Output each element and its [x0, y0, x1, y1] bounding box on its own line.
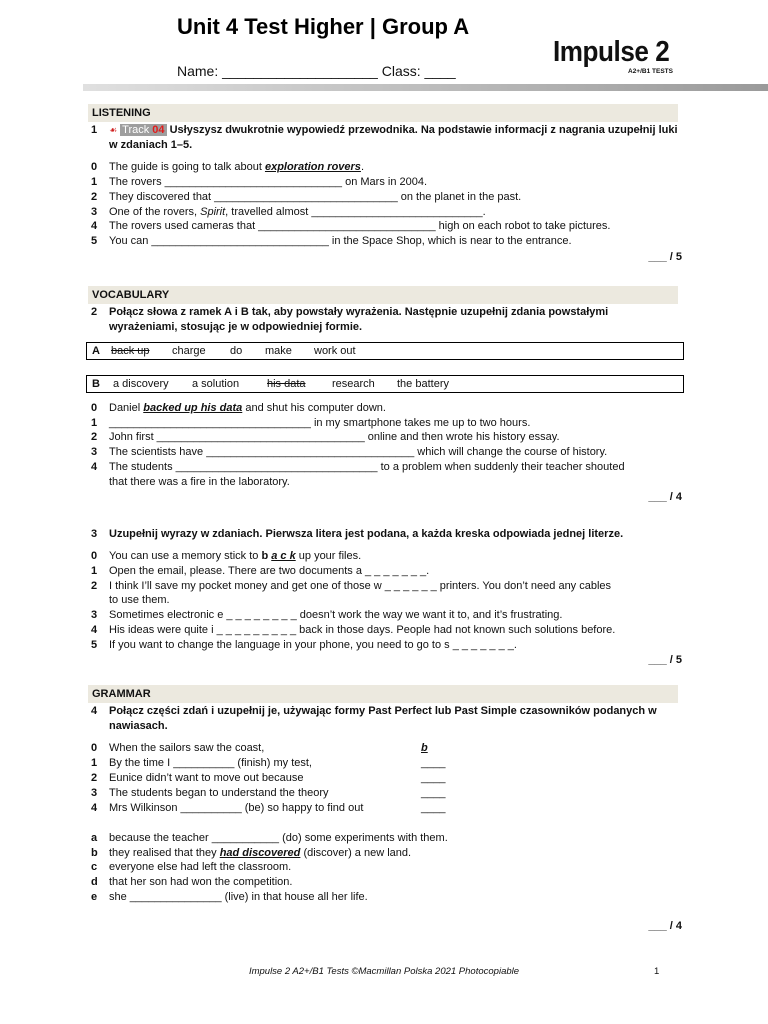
page-title: Unit 4 Test Higher | Group A [177, 14, 470, 39]
header-rule [83, 84, 768, 91]
example-answer: had discovered [219, 847, 301, 859]
brand-subtitle: A2+/B1 TESTS [628, 68, 673, 75]
word-box-b: B a discovery a solution his data research the battery [86, 375, 684, 393]
score-listening: ___ / 5 [648, 251, 682, 263]
score-task-2: ___ / 4 [648, 491, 682, 503]
example-answer: b [421, 742, 428, 754]
task-text: Usłyszysz dwukrotnie wypowiedź przewodnika. Na podstawie informacji z nagrania uzupełnij luki w zdaniach 1–5. [109, 124, 678, 151]
example-answer: a c k [271, 550, 296, 562]
page-number: 1 [654, 966, 660, 977]
headphones-icon: ☙ [109, 125, 118, 135]
footer-text: Impulse 2 A2+/B1 Tests ©Macmillan Polska 2021 Photocopiable [248, 966, 520, 977]
score-task-4: ___ / 4 [648, 920, 682, 932]
word-box-a: A back up charge do make work out [86, 342, 684, 360]
example-answer: exploration rovers [264, 161, 361, 173]
section-grammar: GRAMMAR [88, 685, 678, 703]
example-answer: backed up his data [143, 402, 243, 414]
section-vocabulary: VOCABULARY [88, 286, 678, 304]
task-number: 1 [91, 124, 98, 136]
track-label: Track 04 [122, 124, 165, 136]
name-class-line: Name: ____________________ Class: ____ [177, 63, 456, 79]
section-listening: LISTENING [88, 104, 678, 122]
score-task-3: ___ / 5 [648, 654, 682, 666]
brand-logo: Impulse 2 [553, 36, 670, 68]
